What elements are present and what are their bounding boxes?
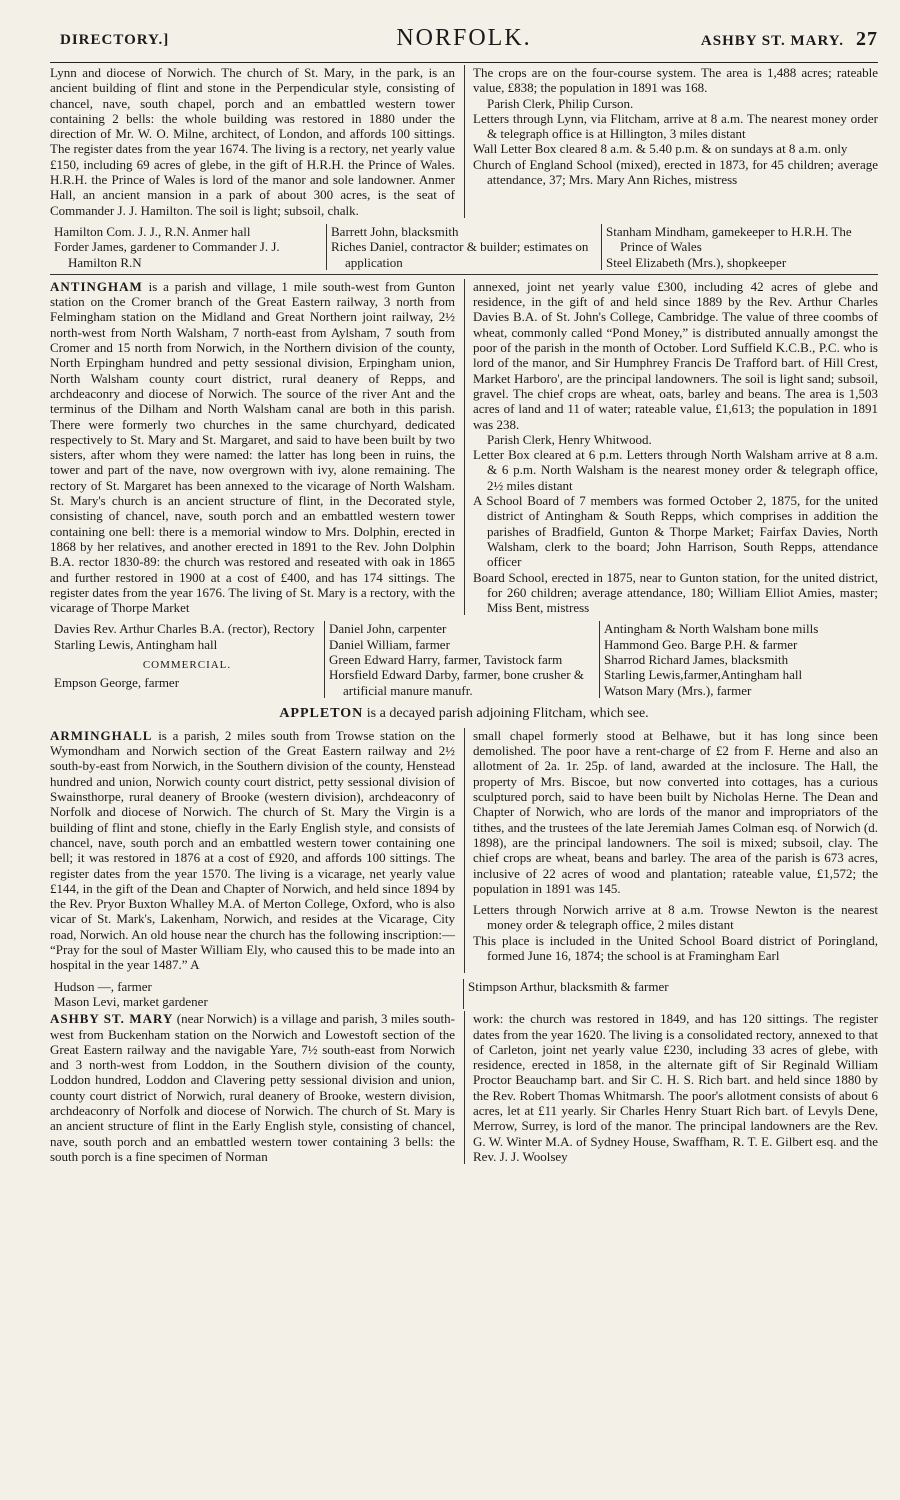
directory-entry: Hamilton Com. J. J., R.N. Anmer hall (54, 223, 251, 239)
page-header (50, 22, 878, 63)
directory-entry: Steel Elizabeth (Mrs.), shopkeeper (606, 254, 787, 270)
arminghall-section (50, 728, 878, 973)
arminghall-description (50, 728, 455, 973)
directory-entry: Green Edward Harry, farmer, Tavistock farm (329, 651, 563, 667)
directory-column (599, 621, 878, 697)
directory-page (50, 22, 878, 1164)
antingham-para: Board School, erected in 1875, near to Gunton station, for the united district, for 260 children; average attendance, 180; William Elliot Amies, master; Miss Bent, mistress (473, 569, 878, 616)
header-left: DIRECTORY.] (60, 32, 170, 48)
directory-entry: Mason Levi, market gardener (54, 993, 208, 1009)
anmer-para: Parish Clerk, Philip Curson. (487, 95, 634, 111)
header-county: NORFOLK. (396, 25, 532, 51)
header-right (701, 28, 878, 51)
antingham-para: A School Board of 7 members was formed October 2, 1875, for the united district of Antingham & South Repps, which comprises in addition the parishes of Bradfield, Gunton & Thorpe Market; Fairfax Davies, North Walsham, clerk to the board; John Harrison, South Repps, attendance officer (473, 493, 878, 570)
anmer-left-column (50, 65, 455, 218)
anmer-para: The crops are on the four-course system. The area is 1,488 acres; rateable value, £838; the population in 1891 was 168. (473, 65, 878, 96)
entry-text: is a parish, 2 miles south from Trowse station on the Wymondham and Norwich section of the Great Eastern railway and 2½ south-by-east from Norwich, in the Southern division of the county, Henstead hundred and union, Norwich county court district, petty sessional division of Swainsthorpe, rural deanery of Brooke (western division), archdeaconry of Norfolk and diocese of Norwich. The church of St. Mary the Virgin is a building of flint and stone, chiefly in the Early English style, and consists of chancel, nave, south porch and an embattled western tower containing one bell; it was restored in 1876 at a cost of £920, and affords 100 sittings. The register dates from the year 1570. The living is a vicarage, net yearly value £144, in the gift of the Dean and Chapter of Norwich, and held since 1894 by the Rev. Pryor Buxton Whalley M.A. of Merton College, Oxford, who is also vicar of St. Mark's, Lakenham, Norwich, and resides at the Vicarage, City road, Norwich. An old house near the church has the following inscription:— “Pray for the soul of Master William Ely, who caused this to be made into an hospital in the year 1487.” A (50, 727, 455, 973)
arminghall-left-column (50, 728, 455, 973)
ashby-right-column (473, 1011, 878, 1164)
antingham-section (50, 279, 878, 616)
page-number: 27 (856, 28, 878, 50)
entry-text: is a parish and village, 1 mile south-west from Gunton station on the Cromer branch of the Great Eastern railway, 3 north from Felmingham station on the Midland and Great Northern joint railway, 2½ north-west from North Walsham, 7 north-east from Aylsham, 7 south from Cromer and 15 north from Norwich, in the Northern division of the county, North Erpingham hundred and petty sessional division, Erpingham union, North Walsham county court district, rural deanery of Repps, and archdeaconry and diocese of Norwich. The source of the river Ant and the terminus of the Dilham and North Walsham canal are both in this parish. There were formerly two churches in the same churchyard, dedicated respectively to St. Mary and St. Margaret, and said to have been built by two sisters, after whom they were named: the latter has long been in ruins, the tower and part of the nave, now overgrown with ivy, alone remaining. The rectory of St. Margaret has been annexed to the vicarage of North Walsham. St. Mary's church is an ancient structure of flint, in the Decorated style, consisting of chancel, nave, south porch and an embattled western tower containing one bell: there is a memorial window to Mrs. Dolphin, erected in 1868 by her relatives, and another erected in 1891 to the Rev. John Dolphin B.A. rector 1830-89: the church was restored and reseated with oak in 1865 and further restored in 1900 at a cost of £400, and has 174 sittings. The register dates from the year 1676. The living of St. Mary is a rectory, with the vicarage of Thorpe Market (50, 278, 455, 616)
anmer-para: Church of England School (mixed), erected in 1873, for 45 children; average attendance, 37; Mrs. Mary Ann Riches, mistress (473, 156, 878, 188)
directory-column (601, 224, 878, 270)
arminghall-para: Letters through Norwich arrive at 8 a.m. Trowse Newton is the nearest money order & telegraph office, 2 miles distant (473, 902, 878, 933)
ashby-left-column (50, 1011, 455, 1164)
entry-text: (near Norwich) is a village and parish, 3 miles south-west from Buckenham station on the Norwich and Lowestoft section of the Great Eastern railway and the navigable Yare, 7½ south-east from Norwich and 3 north-west from Loddon, in the Southern division of the county, Loddon hundred, Loddon and Clavering petty sessional division and union, county court district of Norwich, rural deanery of Brooke, western division, archdeaconry of Norfolk and diocese of Norwich. The church of St. Mary is an ancient structure of flint in the Early English style, consisting of chancel, nave, south porch and an embattled western tower containing 3 bells: the south porch is a fine specimen of Norman (50, 1011, 455, 1164)
arminghall-para: This place is included in the United School Board district of Poringland, formed June 16, 1874; the school is at Framingham Earl (473, 932, 878, 964)
directory-entry: Stimpson Arthur, blacksmith & farmer (468, 978, 669, 994)
entry-heading: ANTINGHAM (50, 278, 143, 294)
directory-entry: Davies Rev. Arthur Charles B.A. (rector), Rectory (54, 621, 315, 637)
directory-entry: Forder James, gardener to Commander J. J. Hamilton R.N (54, 239, 280, 270)
arminghall-right-column (473, 728, 878, 973)
directory-column (50, 979, 463, 1010)
anmer-para: Wall Letter Box cleared 8 a.m. & 5.40 p.m. & on sundays at 8 a.m. only (473, 141, 848, 157)
directory-entry: Empson George, farmer (54, 675, 180, 691)
section-divider (50, 274, 878, 275)
directory-entry: Antingham & North Walsham bone mills (604, 621, 819, 637)
appleton-entry (50, 706, 878, 722)
directory-entry: Watson Mary (Mrs.), farmer (604, 682, 752, 698)
antingham-directory (50, 621, 878, 697)
entry-text: is a decayed parish adjoining Flitcham, which see. (363, 705, 649, 721)
antingham-right-column (473, 279, 878, 616)
commercial-label: COMMERCIAL. (142, 658, 232, 671)
ashby-description (50, 1011, 455, 1164)
directory-column (50, 224, 326, 270)
entry-heading: ARMINGHALL (50, 727, 153, 743)
directory-column (50, 621, 324, 697)
arminghall-directory (50, 979, 878, 1010)
anmer-section (50, 65, 878, 218)
header-place: ASHBY ST. MARY. (700, 33, 844, 49)
directory-entry: Hudson —, farmer (54, 978, 152, 994)
antingham-left-column (50, 279, 455, 616)
antingham-description (50, 279, 455, 616)
directory-entry: Starling Lewis,farmer,Antingham hall (604, 667, 803, 683)
directory-entry: Horsfield Edward Darby, farmer, bone crusher & artificial manure manufr. (329, 667, 584, 698)
arminghall-para: small chapel formerly stood at Belhawe, but it has long since been demolished. The poor have a rent-charge of £2 from F. Herne and also an allotment of 2a. 1r. 25p. of land, awarded at the inclosure. The Hall, the property of Mrs. Biscoe, but now converted into cottages, has a curious sculptured porch, said to have been built by Nicholas Herne. The Dean and Chapter of Norwich, who are lords of the manor and impropriators of the tithes, and the trustees of the late Jeremiah James Colman esq. of Norwich (d. 1898), are the principal landowners. The soil is mixed; subsoil, clay. The chief crops are wheat, beans and barley. The area of the parish is 673 acres, inclusive of 22 acres of wood and plantation; rateable value, £1,572; the population in 1891 was 145. (473, 727, 878, 896)
directory-column (324, 621, 599, 697)
directory-entry: Starling Lewis, Antingham hall (54, 636, 218, 652)
directory-entry: Sharrod Richard James, blacksmith (604, 651, 789, 667)
ashby-para: work: the church was restored in 1849, and has 120 sittings. The register dates from the year 1620. The living is a consolidated rectory, annexed to that of Carleton, joint net yearly value £230, including 33 acres of glebe, with residence, erected in 1858, in the alternate gift of Sir Reginald William Proctor Beauchamp bart. and Sir C. H. S. Rich bart. and held since 1880 by the Rev. Robert Thomas Whitmarsh. The poor's allotment consists of about 6 acres, let at £11 yearly. Sir Charles Henry Stuart Rich bart. of Levyls Dene, Merrow, Surrey, is lord of the manor. The principal landowners are the Rev. G. W. Winter M.A. of Sydney House, Swaffham, R. T. E. Gilbert esq. and the Rev. J. J. Woolsey (473, 1011, 878, 1164)
antingham-para: annexed, joint net yearly value £300, including 42 acres of glebe and residence, in the gift of and held since 1889 by the Rev. Arthur Charles Davies B.A. of St. John's College, Cambridge. The value of three coombs of wheat, commonly called “Pond Money,” is distributed annually amongst the poor of the parish in the month of October. Lord Suffield K.C.B., P.C. who is lord of the manor, and Sir Humphrey Francis De Trafford bart. of Hill Crest, Market Harboro', are the principal landowners. The soil is light sand; subsoil, gravel. The chief crops are wheat, oats, barley and beans. The area is 1,503 acres of land and 11 of water; rateable value, £1,613; the population in 1891 was 238. (473, 278, 878, 432)
directory-entry: Riches Daniel, contractor & builder; estimates on application (331, 239, 589, 270)
antingham-para: Letter Box cleared at 6 p.m. Letters through North Walsham arrive at 8 a.m. & 6 p.m. North Walsham is the nearest money order & telegraph office, 2½ miles distant (473, 447, 878, 493)
directory-column (326, 224, 601, 270)
anmer-directory (50, 224, 878, 270)
antingham-para: Parish Clerk, Henry Whitwood. (487, 431, 652, 447)
anmer-right-column (473, 65, 878, 218)
directory-entry: Daniel William, farmer (329, 636, 450, 652)
ashby-section (50, 1011, 878, 1164)
entry-heading: ASHBY ST. MARY (50, 1011, 174, 1027)
anmer-para: Letters through Lynn, via Flitcham, arrive at 8 a.m. The nearest money order & telegraph office is at Hillington, 3 miles distant (473, 110, 878, 142)
entry-heading: APPLETON (279, 705, 364, 721)
directory-entry: Daniel John, carpenter (329, 621, 447, 637)
anmer-description: Lynn and diocese of Norwich. The church of St. Mary, in the park, is an ancient building of flint and stone in the Perpendicular style, consisting of chancel, nave, south chapel, porch and an embattled western tower containing 2 bells: the whole building was restored in 1880 under the direction of Mr. W. O. Milne, architect, of London, and affords 100 sittings. The register dates from the year 1674. The living is a rectory, net yearly value £150, including 69 acres of glebe, in the gift of H.R.H. the Prince of Wales. H.R.H. the Prince of Wales is lord of the manor and sole landowner. Anmer Hall, an ancient mansion in a park of about 300 acres, is the seat of Commander J. J. Hamilton. The soil is light; subsoil, chalk. (50, 65, 455, 218)
directory-entry: Hammond Geo. Barge P.H. & farmer (604, 636, 798, 652)
directory-entry: Stanham Mindham, gamekeeper to H.R.H. The Prince of Wales (606, 223, 852, 255)
directory-column (463, 979, 877, 1010)
directory-entry: Barrett John, blacksmith (331, 223, 459, 239)
